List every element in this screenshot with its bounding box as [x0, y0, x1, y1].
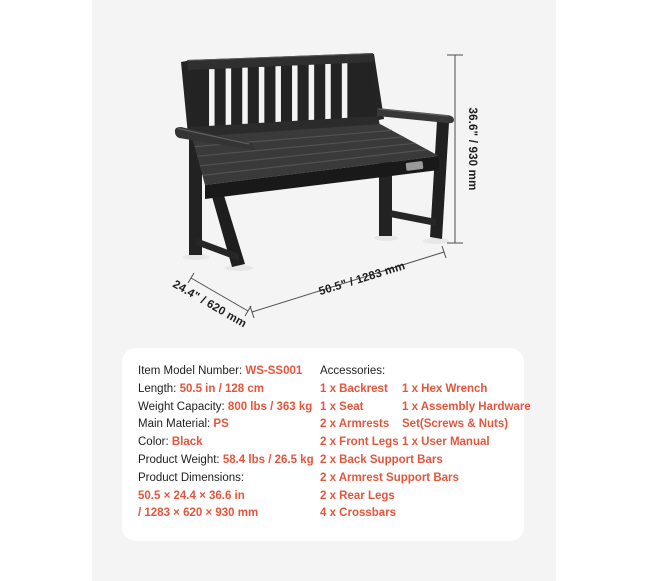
bench-illustration: [92, 0, 556, 340]
accessory-item: 2 x Front Legs: [320, 436, 399, 449]
spec-list: [138, 363, 320, 529]
bench-seat: [192, 124, 439, 199]
accessories-section: [320, 363, 531, 529]
accessory-item: 2 x Armrest Support Bars: [320, 471, 459, 484]
accessory-item: 1 x Hex Wrench: [402, 382, 488, 395]
accessory-item: 1 x User Manual: [402, 436, 490, 449]
spec-panel: [122, 348, 531, 541]
accessories-title: Accessories:: [320, 365, 386, 377]
accessory-item: 2 x Back Support Bars: [320, 453, 443, 466]
height-dimension-label: 36.6" / 930 mm: [466, 107, 478, 191]
spec-row-dimensions-title: Product Dimensions:: [138, 471, 245, 484]
spec-row-dimensions-mm: / 1283 × 620 × 930 mm: [138, 507, 259, 520]
bench-backrest: [181, 53, 384, 137]
accessory-item: 1 x Assembly Hardware: [402, 400, 531, 413]
bench-crossbar-right: [390, 210, 436, 226]
spec-row-material: Main Material: PS: [138, 418, 229, 431]
spec-row-product-weight: Product Weight: 58.4 lbs / 26.5 kg: [138, 453, 314, 466]
accessories-column-2: [402, 381, 531, 523]
spec-row-weight-capacity: Weight Capacity: 800 lbs / 363 kg: [138, 400, 313, 413]
spec-row-color: Color: Black: [138, 436, 203, 449]
spec-row-model: Item Model Number: WS-SS001: [138, 365, 303, 377]
spec-row-length: Length: 50.5 in / 128 cm: [138, 382, 264, 395]
depth-dimension-label: 24.4" / 620 mm: [170, 278, 249, 331]
accessories-columns: [320, 381, 531, 523]
accessory-item: 1 x Seat: [320, 400, 364, 413]
accessory-item: 1 x Backrest: [320, 382, 388, 395]
width-dimension-label: 50.5" / 1283 mm: [317, 260, 407, 299]
accessory-item: Set(Screws & Nuts): [402, 418, 509, 431]
accessory-item: 4 x Crossbars: [320, 507, 397, 520]
accessory-item: 2 x Armrests: [320, 418, 390, 431]
spec-row-dimensions-in: 50.5 × 24.4 × 36.6 in: [138, 489, 245, 502]
accessory-item: 2 x Rear Legs: [320, 489, 395, 502]
